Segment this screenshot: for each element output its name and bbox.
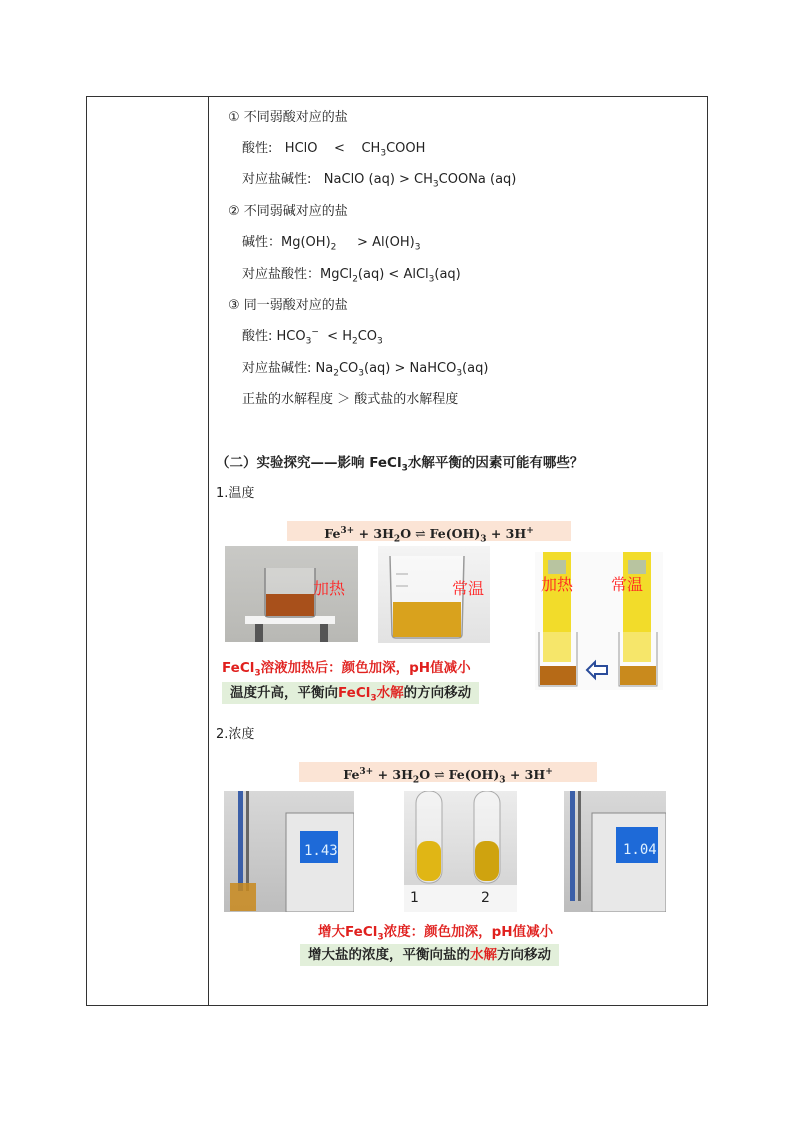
item2-title: ② 不同弱碱对应的盐 xyxy=(228,204,348,219)
equation-box-concentration: $Fe^{3+} + 3H_2O$ ⇌ $Fe(OH)_3 + 3H^+$ xyxy=(299,762,597,782)
section2-heading: （二）实验探究——影响 FeCl$_3$水解平衡的因素可能有哪些？ xyxy=(216,455,584,474)
meter-1-reading: 1.43 xyxy=(304,843,338,859)
item2-salt-line: 对应盐酸性：MgCl$_2$(aq) < AlCl$_3$(aq) xyxy=(242,267,461,285)
equation-box-temperature: $Fe^{3+} + 3H_2O$ ⇌ $Fe(OH)_3 + 3H^+$ xyxy=(287,521,571,541)
item3-title: ③ 同一弱酸对应的盐 xyxy=(228,298,348,313)
item3-acid-line: 酸性: $HCO_3^- < H_2CO_3$ xyxy=(242,327,383,347)
item1-acid-line: 酸性: HClO < $CH_3COOH$ xyxy=(242,141,426,159)
concentration-conclusion-caption: 增大盐的浓度，平衡向盐的水解方向移动 xyxy=(300,944,559,966)
tube-label-2: 2 xyxy=(481,890,490,906)
temperature-result-caption: FeCl$_3$溶液加热后：颜色加深，pH值减小 xyxy=(222,660,471,679)
concentration-result-caption: 增大FeCl$_3$浓度：颜色加深，pH值减小 xyxy=(318,924,554,943)
label-room-2: 常温 xyxy=(611,575,644,594)
photo-test-tubes xyxy=(404,791,517,912)
item1-salt-line: 对应盐碱性: NaClO $(aq) > CH_3COONa$ (aq) xyxy=(242,172,517,190)
column-divider xyxy=(208,97,209,1005)
label-room: 常温 xyxy=(452,579,485,598)
item2-base-line: 碱性：$Mg(OH)_2$ > $Al(OH)_3$ xyxy=(242,235,421,253)
label-heat: 加热 xyxy=(313,579,346,598)
conclusion-line: 正盐的水解程度 ＞ 酸式盐的水解程度 xyxy=(242,392,459,407)
concentration-title: 2.浓度 xyxy=(216,727,255,742)
temperature-title: 1.温度 xyxy=(216,486,255,501)
test-tubes-icon xyxy=(404,791,517,912)
label-heat-2: 加热 xyxy=(541,575,574,594)
temperature-conclusion-caption: 温度升高，平衡向FeCl$_3$水解的方向移动 xyxy=(222,682,479,704)
item1-title: ① 不同弱酸对应的盐 xyxy=(228,110,348,125)
tube-label-1: 1 xyxy=(410,890,419,906)
meter-2-reading: 1.04 xyxy=(623,842,657,858)
item3-salt-line: 对应盐碱性: $Na_2CO_3(aq)$ > NaHCO$_3$(aq) xyxy=(242,361,489,379)
